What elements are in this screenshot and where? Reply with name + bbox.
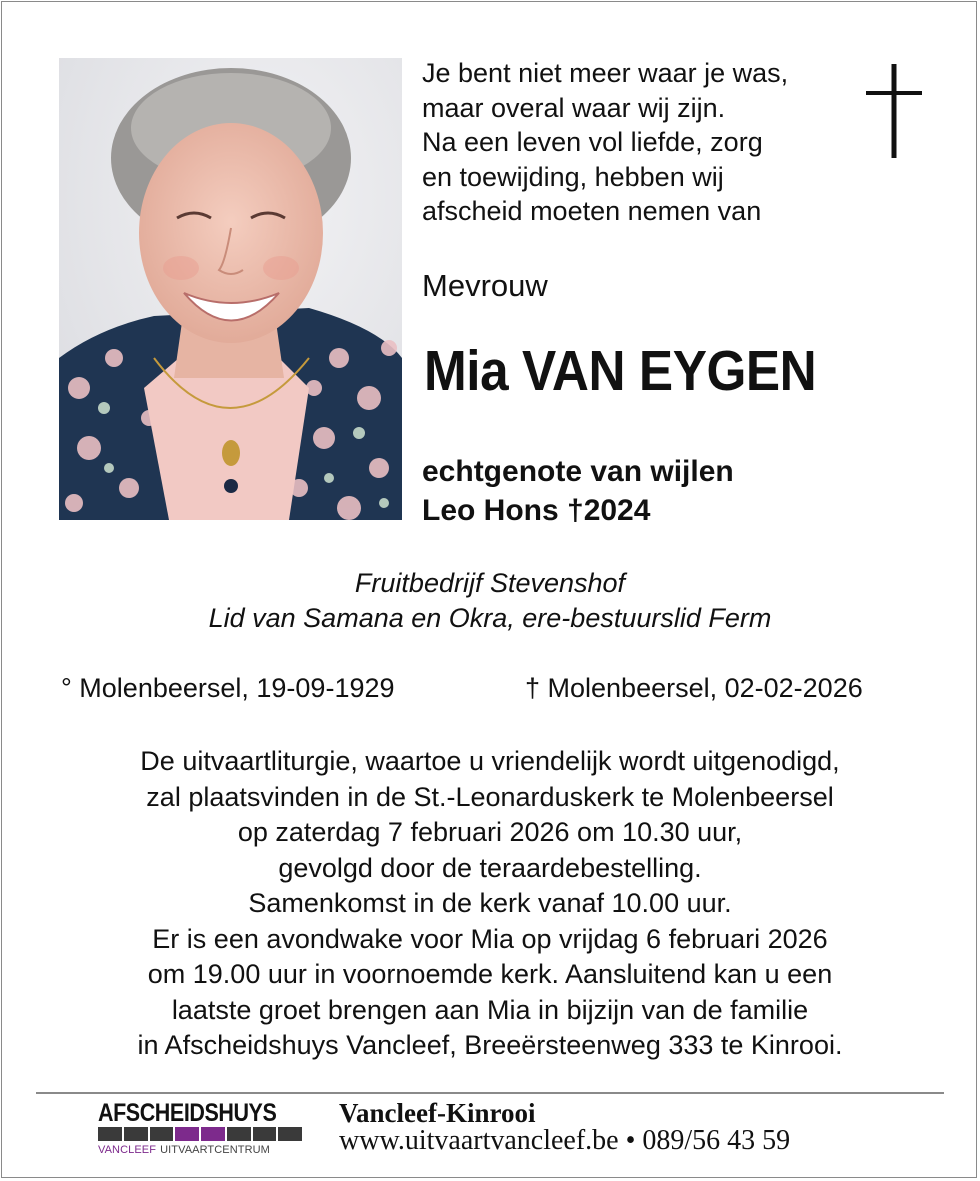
footer-divider [36,1092,944,1094]
cross-icon [866,64,922,158]
service-line: om 19.00 uur in voornoemde kerk. Aansluitend kan u een [147,959,833,989]
affiliation-line: Lid van Samana en Okra, ere-bestuurslid Ferm [208,603,772,633]
deceased-name: Mia VAN EYGEN [424,339,817,403]
spouse-line: Leo Hons †2024 [422,494,651,527]
service-line: zal plaatsvinden in de St.-Leonarduskerk te Molenbeersel [146,781,834,812]
logo-color-bar [98,1127,304,1141]
service-line: Samenkomst in de kerk vanaf 10.00 uur. [248,888,732,918]
birth-info: ° Molenbeersel, 19-09-1929 [61,673,395,703]
service-line: op zaterdag 7 februari 2026 om 10.30 uur, [237,817,743,847]
service-line: Er is een avondwake voor Mia op vrijdag 6 februari 2026 [152,923,828,954]
logo-sub-left: VANCLEEF [98,1144,157,1156]
poem-line: en toewijding, hebben wij [422,161,724,192]
affiliation-line: Fruitbedrijf Stevenshof [354,568,626,598]
service-line: in Afscheidshuys Vancleef, Breeërsteenweg 333 te Kinrooi. [137,1030,843,1060]
logo-title: AFSCHEIDSHUYS [98,1099,277,1127]
spouse-line: echtgenote van wijlen [422,455,734,488]
poem-line: Na een leven vol liefde, zorg [422,127,763,157]
footer-brand: Vancleef-Kinrooi [339,1098,536,1128]
poem-block [422,56,788,229]
spouse-block [422,452,734,530]
logo-subtitle [98,1144,304,1156]
service-line: gevolgd door de teraardebestelling. [278,852,702,883]
poem-line: afscheid moeten nemen van [422,196,762,226]
service-line: De uitvaartliturgie, waartoe u vriendelijk wordt uitgenodigd, [140,746,840,776]
service-details [0,744,980,1064]
logo-sub-right: UITVAARTCENTRUM [160,1144,270,1156]
portrait-photo [59,58,402,520]
poem-line: Je bent niet meer waar je was, [422,58,789,88]
death-info: † Molenbeersel, 02-02-2026 [525,673,863,703]
service-line: laatste groet brengen aan Mia in bijzijn van de familie [171,994,809,1025]
footer-contact: www.uitvaartvancleef.be • 089/56 43 59 [339,1125,791,1156]
funeral-home-logo [98,1100,304,1160]
poem-line: maar overal waar wij zijn. [422,92,726,123]
salutation: Mevrouw [422,268,548,303]
affiliations [0,566,980,636]
